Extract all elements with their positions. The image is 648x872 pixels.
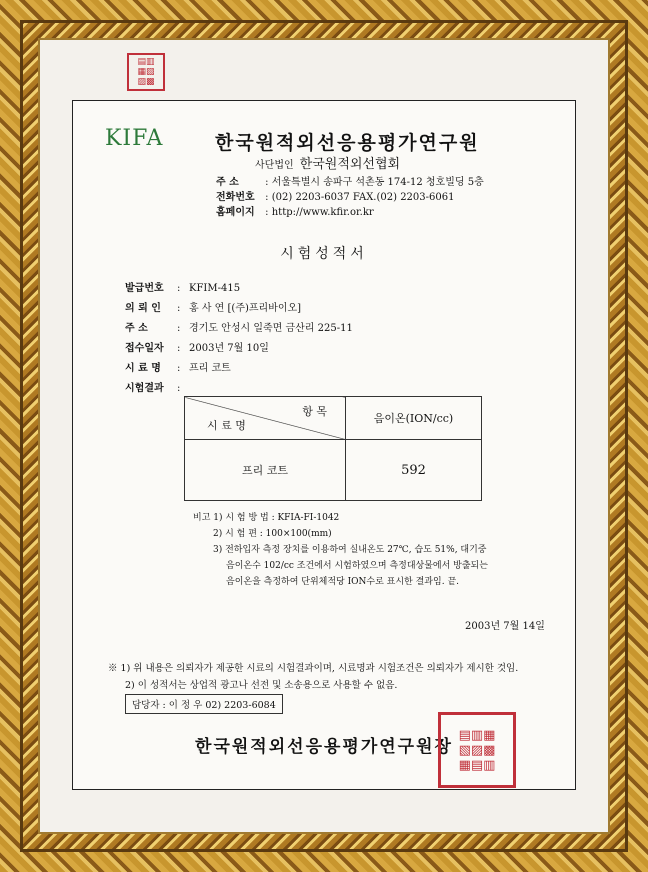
phone-label: 전화번호: [216, 192, 255, 203]
header-item: 항 목: [302, 405, 327, 418]
phone-line: 전화번호 : (02) 2203-6037 FAX.(02) 2203-6061: [216, 188, 454, 203]
field-value: 프리 코트: [189, 363, 231, 374]
field-label: 접수일자: [125, 343, 164, 354]
table-row: [185, 440, 482, 501]
field-label: 주 소: [125, 323, 148, 334]
homepage-value: http://www.kfir.or.kr: [271, 207, 374, 218]
result-table: [184, 396, 482, 501]
homepage-line: 홈페이지 : http://www.kfir.or.kr: [216, 203, 374, 218]
homepage-label: 홈페이지: [216, 207, 255, 218]
field-test-result: 시험결과 :: [125, 379, 189, 394]
address-line: 주 소 : 서울특별시 송파구 석촌동 174-12 청호빌딩 5층: [216, 173, 484, 188]
field-sample-name: 시 료 명 : 프리 코트: [125, 359, 231, 374]
cell-sample-name: 프리 코트: [185, 440, 346, 501]
field-value: 홍 사 연 [(주)프리바이오]: [189, 303, 302, 314]
contact-box: 담당자 : 이 정 우 02) 2203-6084: [125, 694, 283, 714]
note-3: 3) 전하입자 측정 장치를 이용하여 실내온도 27℃, 습도 51%, 대기중: [213, 545, 487, 555]
sub-org-name: 한국원적외선협회: [299, 157, 401, 172]
field-value: KFIM-415: [189, 283, 241, 294]
field-label: 시 료 명: [125, 363, 161, 374]
cell-sample-value: 592: [346, 440, 482, 501]
field-label: 의 뢰 인: [125, 303, 161, 314]
large-red-seal: ▤▥▦ ▧▨▩ ▦▤▥: [438, 712, 516, 788]
address-label: 주 소: [216, 177, 239, 188]
note-5: 음이온을 측정하여 단위체적당 ION수로 표시한 결과임. 끝.: [226, 577, 459, 587]
field-value: 2003년 7월 10일: [189, 343, 269, 354]
field-label: 발급번호: [125, 283, 164, 294]
org-name: 한국원적외선응용평가연구원: [215, 132, 480, 154]
note-4: 음이온수 102/cc 조건에서 시험하였으며 측정대상물에서 방출되는: [226, 561, 488, 571]
field-address: 주 소 : 경기도 안성시 일죽면 금산리 225-11: [125, 319, 353, 334]
field-client: 의 뢰 인 : 홍 사 연 [(주)프리바이오]: [125, 299, 301, 314]
sub-org: [255, 153, 400, 172]
field-value: 경기도 안성시 일죽면 금산리 225-11: [189, 323, 353, 334]
table-header-row: [185, 397, 482, 440]
footnote-2: 2) 이 성적서는 상업적 광고나 선전 및 소송용으로 사용할 수 없음.: [125, 680, 398, 691]
field-receipt-date: 접수일자 : 2003년 7월 10일: [125, 339, 269, 354]
address-value: 서울특별시 송파구 석촌동 174-12 청호빌딩 5층: [271, 177, 484, 188]
small-red-seal: ▤▥ ▦▧ ▨▩: [127, 53, 165, 91]
note-1: 비고 1) 시 험 방 법 : KFIA-FI-1042: [193, 513, 340, 523]
table-header-split: [185, 397, 346, 440]
phone-value: (02) 2203-6037 FAX.(02) 2203-6061: [271, 192, 455, 203]
signature: 한국원적외선응용평가연구원장: [195, 737, 453, 757]
document-title: 시험성적서: [280, 246, 368, 262]
header-measure: 음이온(ION/cc): [346, 397, 482, 440]
footnote-1: ※ 1) 위 내용은 의뢰자가 제공한 시료의 시험결과이며, 시료명과 시험조건은 의뢰자가 제시한 것임.: [108, 663, 519, 674]
issue-date: 2003년 7월 14일: [465, 621, 545, 632]
field-issue-number: 발급번호 : KFIM-415: [125, 279, 240, 294]
note-2: 2) 시 험 편 : 100×100(mm): [213, 529, 332, 539]
sub-org-prefix: 사단법인: [255, 160, 294, 171]
kifa-logo: KIFA: [105, 126, 164, 151]
header-sample: 시 료 명: [207, 419, 246, 432]
field-label: 시험결과: [125, 383, 164, 394]
